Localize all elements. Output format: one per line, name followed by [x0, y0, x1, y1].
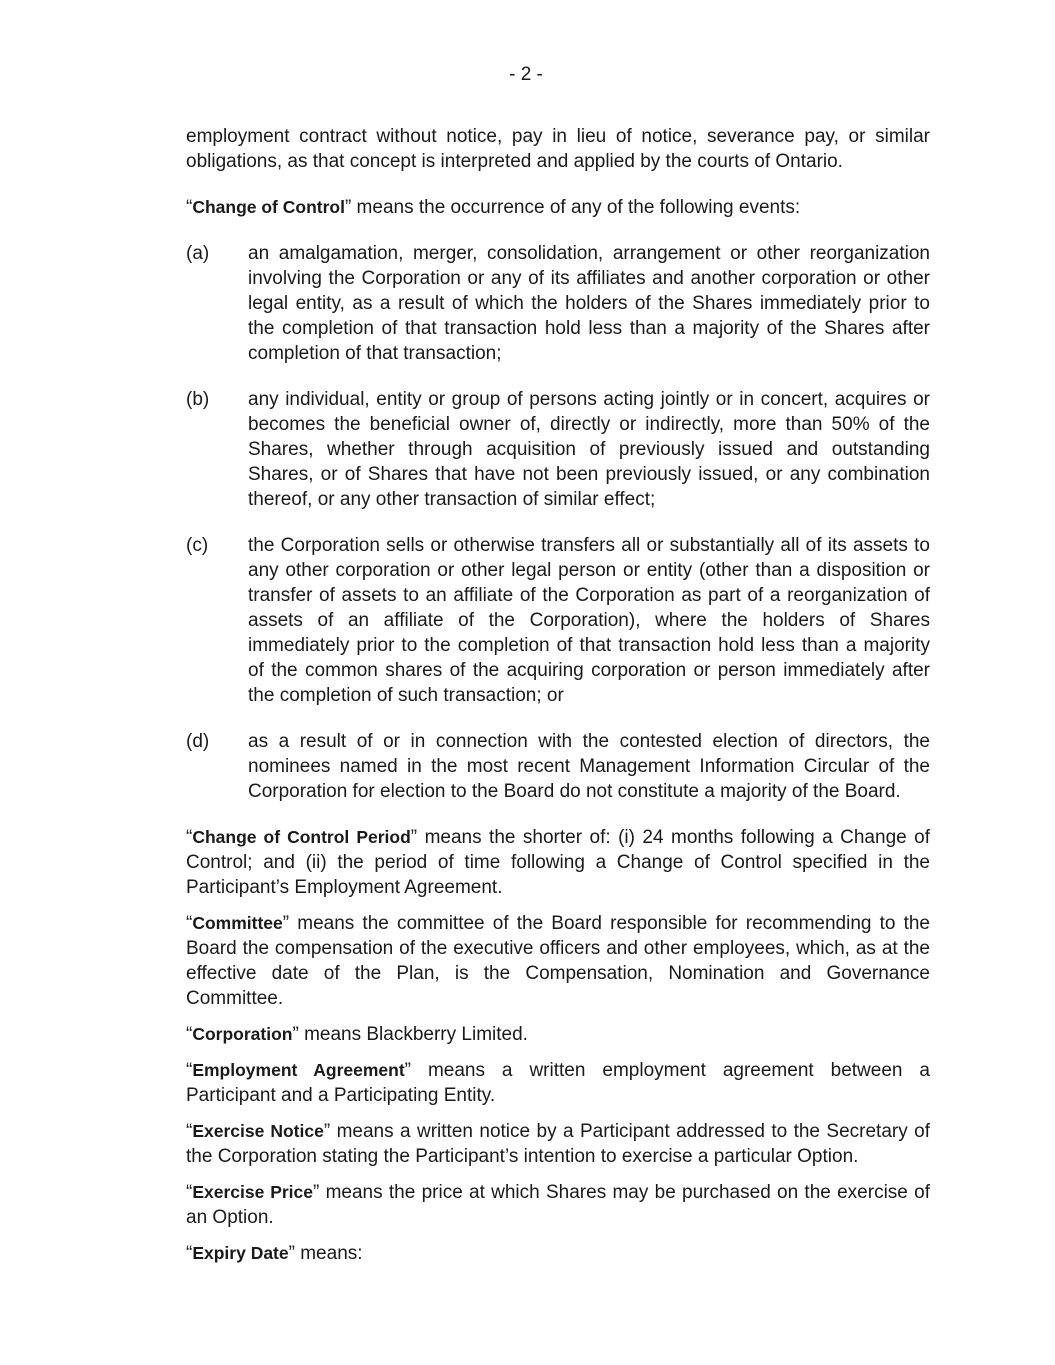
definition-text: means Blackberry Limited.	[298, 1024, 528, 1045]
definition-term: Change of Control Period	[192, 827, 411, 847]
clause-d	[186, 729, 930, 804]
clause-text: as a result of or in connection with the contested election of directors, the nominees named in the most recent Management Information Circular of the Corporation for election to the Board do not constitute a majority of the Board.	[248, 731, 930, 802]
definition-text: means the price at which Shares may be purchased on the exercise of an Option.	[186, 1182, 930, 1228]
clause-label: (c)	[186, 535, 209, 556]
page-number: - 2 -	[509, 64, 543, 85]
definition-text: means the committee of the Board responsible for recommending to the Board the compensation of the executive officers and other employees, which, as at the effective date of the Plan, is the Compensation, Nomination and Governance Committee.	[186, 913, 930, 1009]
definition-exercise-price: “Exercise Price” means the price at which Shares may be purchased on the exercise of an Option.	[186, 1182, 930, 1228]
definition-expiry-date: “Expiry Date” means:	[186, 1243, 363, 1264]
document-body	[186, 124, 930, 1277]
definition-exercise-notice: “Exercise Notice” means a written notice by a Participant addressed to the Secretary of the Corporation stating the Participant’s intention to exercise a particular Option.	[186, 1121, 930, 1167]
definition-text: means a written notice by a Participant addressed to the Secretary of the Corporation stating the Participant’s intention to exercise a particular Option.	[186, 1121, 930, 1167]
clause-label: (b)	[186, 389, 210, 410]
definition-term: Employment Agreement	[192, 1060, 405, 1080]
definition-text: means the occurrence of any of the following events:	[351, 197, 801, 218]
definition-term: Exercise Price	[192, 1182, 313, 1202]
clause-c	[186, 533, 930, 708]
definition-term: Corporation	[192, 1024, 293, 1044]
definition-text: means a written employment agreement between a Participant and a Participating Entity.	[186, 1060, 930, 1106]
definition-term: Exercise Notice	[192, 1121, 324, 1141]
clause-label: (a)	[186, 243, 210, 264]
definition-change-of-control: “Change of Control” means the occurrence of any of the following events:	[186, 197, 801, 218]
intro-paragraph: employment contract without notice, pay in lieu of notice, severance pay, or similar obligations, as that concept is interpreted and applied by the courts of Ontario.	[186, 126, 930, 172]
definition-employment-agreement: “Employment Agreement” means a written employment agreement between a Participant and a Participating Entity.	[186, 1060, 930, 1106]
definition-change-of-control-period: “Change of Control Period” means the shorter of: (i) 24 months following a Change of Control; and (ii) the period of time following a Change of Control specified in the Participant’s Employment Agreement.	[186, 827, 930, 898]
definition-term: Committee	[192, 913, 283, 933]
definition-text: means the shorter of: (i) 24 months following a Change of Control; and (ii) the period of time following a Change of Control specified in the Participant’s Employment Agreement.	[186, 827, 930, 898]
definition-committee: “Committee” means the committee of the Board responsible for recommending to the Board the compensation of the executive officers and other employees, which, as at the effective date of the Plan, is the Compensation, Nomination and Governance Committee.	[186, 913, 930, 1009]
definition-term: Expiry Date	[192, 1243, 289, 1263]
clause-b	[186, 387, 930, 512]
definition-corporation: “Corporation” means Blackberry Limited.	[186, 1024, 528, 1045]
clause-text: any individual, entity or group of persons acting jointly or in concert, acquires or becomes the beneficial owner of, directly or indirectly, more than 50% of the Shares, whether through acquisition of previously issued and outstanding Shares, or of Shares that have not been previously issued, or any combination thereof, or any other transaction of similar effect;	[248, 389, 930, 510]
clause-a	[186, 241, 930, 366]
clause-text: the Corporation sells or otherwise transfers all or substantially all of its assets to any other corporation or other legal person or entity (other than a disposition or transfer of assets to an affiliate of the Corporation as part of a reorganization of assets of an affiliate of the Corporation), where the holders of Shares immediately prior to the completion of that transaction hold less than a majority of the common shares of the acquiring corporation or person immediately after the completion of such transaction; or	[248, 535, 930, 706]
definition-text: means:	[294, 1243, 363, 1264]
clause-text: an amalgamation, merger, consolidation, arrangement or other reorganization involving the Corporation or any of its affiliates and another corporation or other legal entity, as a result of which the holders of the Shares immediately prior to the completion of that transaction hold less than a majority of the Shares after completion of that transaction;	[248, 243, 930, 364]
definition-term: Change of Control	[192, 197, 345, 217]
clause-label: (d)	[186, 731, 210, 752]
